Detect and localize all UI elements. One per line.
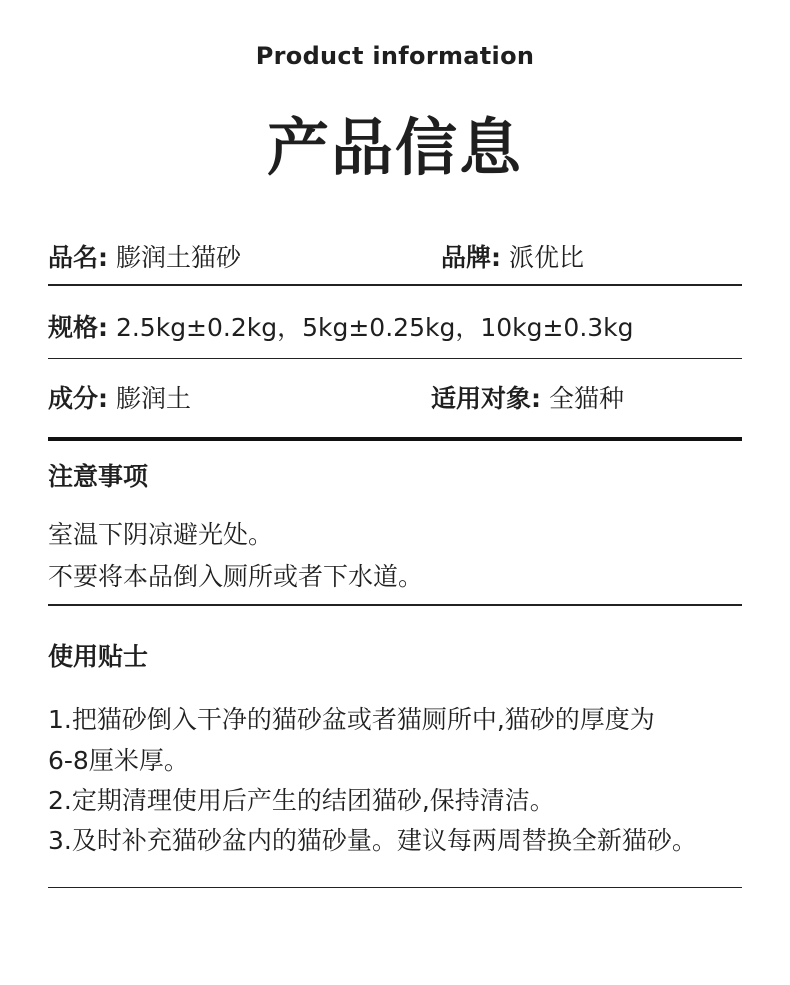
spec-brand-row [441,242,584,274]
spec-brand-value: 派优比 [508,243,584,272]
tips-title: 使用贴士 [48,642,149,671]
tips-line: 3.及时补充猫砂盆内的猫砂量。建议每两周替换全新猫砂。 [48,826,697,855]
page-subtitle: Product information [255,42,535,70]
tips-divider [48,887,742,888]
spec-size-row [48,312,634,344]
notice-line: 室温下阴凉避光处。 [48,520,274,549]
spec-target-value: 全猫种 [548,384,624,413]
spec-size-label: 规格: [48,313,108,342]
tips-line: 2.定期清理使用后产生的结团猫砂,保持清洁。 [48,786,555,815]
spec-ingredient-label: 成分: [48,384,108,413]
spec-target-row [431,383,624,415]
spec-ingredient-value: 膨润土 [115,384,191,413]
spec-name-row [48,242,241,274]
notice-title: 注意事项 [48,462,149,491]
spec-size-value: 2.5kg±0.2kg，5kg±0.25kg，10kg±0.3kg [115,313,634,342]
spec-name-value: 膨润土猫砂 [115,243,241,272]
spec-divider-2 [48,358,742,359]
spec-ingredient-row [48,383,191,415]
spec-divider-thick [48,437,742,441]
spec-name-label: 品名: [48,243,108,272]
page-title: 产品信息 [266,111,523,184]
tips-line: 6-8厘米厚。 [48,746,189,775]
spec-brand-label: 品牌: [441,243,501,272]
spec-divider-1 [48,284,742,286]
spec-target-label: 适用对象: [431,384,541,413]
notice-divider [48,604,742,606]
notice-line: 不要将本品倒入厕所或者下水道。 [48,562,424,591]
tips-line: 1.把猫砂倒入干净的猫砂盆或者猫厕所中,猫砂的厚度为 [48,705,655,734]
